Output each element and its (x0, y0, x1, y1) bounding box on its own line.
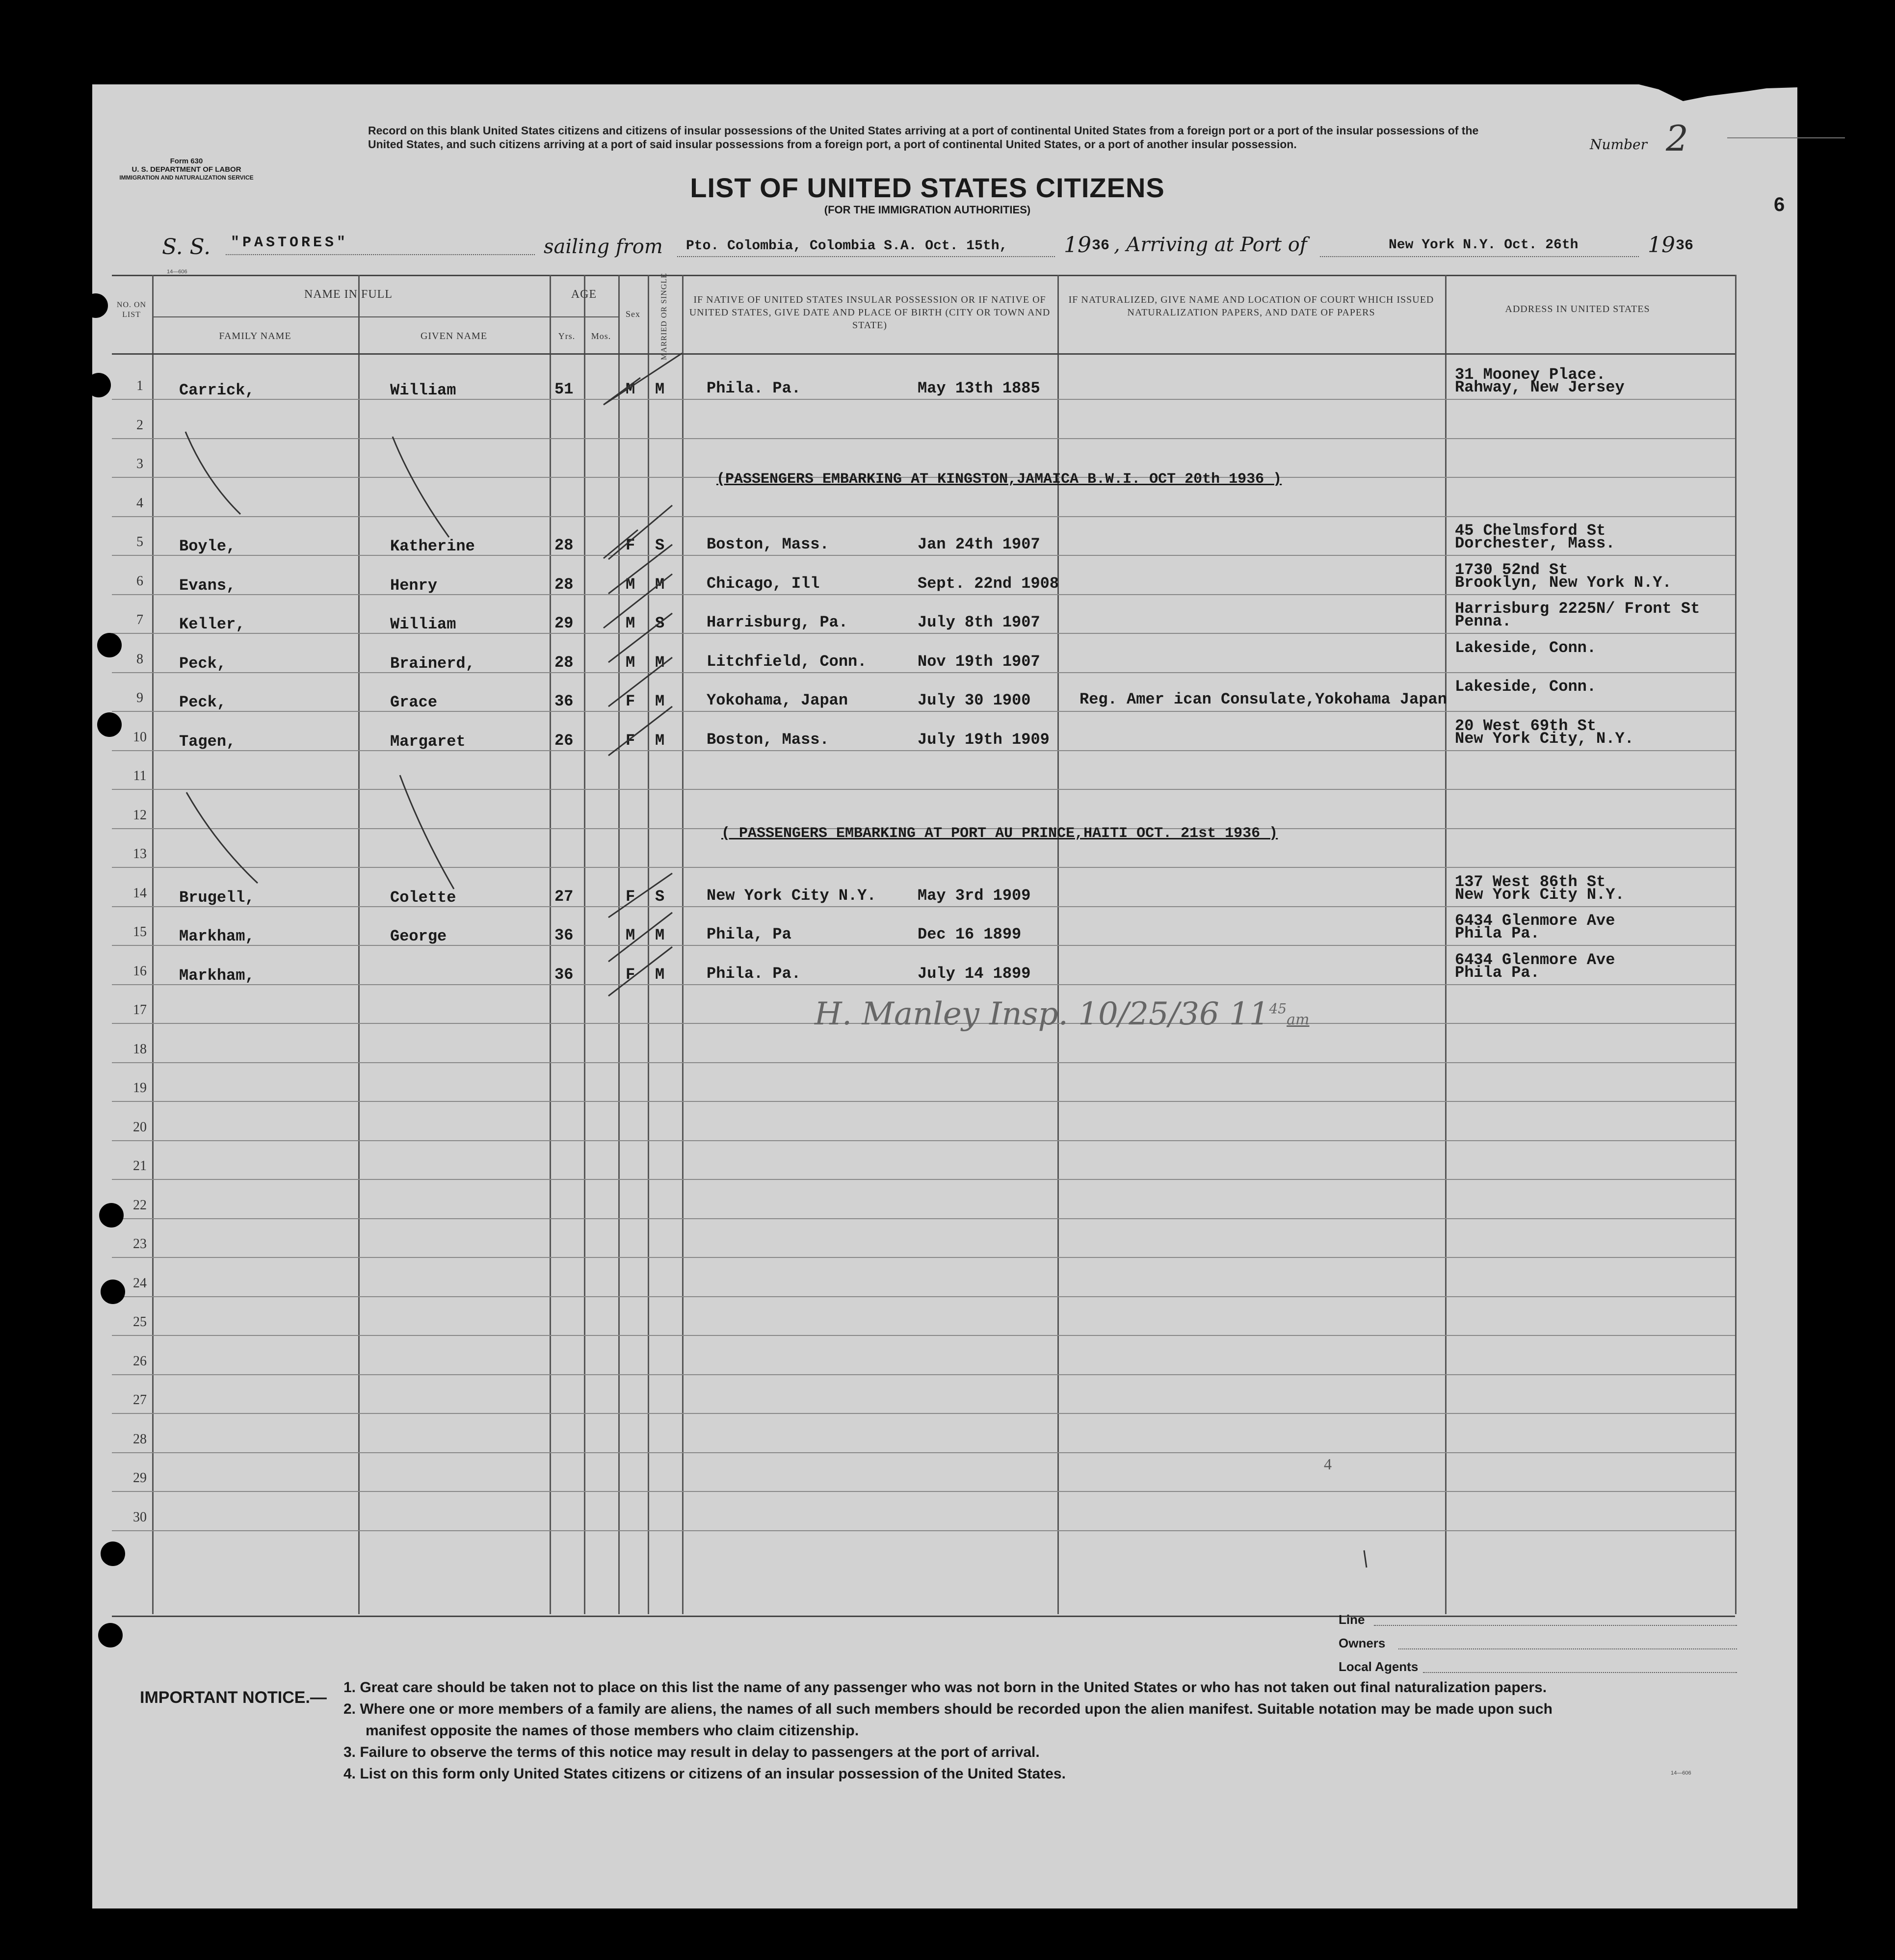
row-number: 3 (136, 456, 143, 471)
birth-date: July 14 1899 (918, 964, 1031, 983)
header-birth: IF NATIVE OF UNITED STATES INSULAR POSSESSION OR IF NATIVE OF UNITED STATES, GIVE DATE AND PLACE OF BIRTH (CITY OR TOWN AND STATE) (689, 294, 1051, 331)
age-years: 27 (554, 887, 574, 906)
age-years: 36 (554, 965, 574, 984)
punch-hole (83, 293, 108, 318)
sex: M (626, 614, 635, 632)
address-line-2: New York City, N.Y. (1455, 729, 1634, 748)
page-title: LIST OF UNITED STATES CITIZENS (690, 172, 1165, 203)
service-name: IMMIGRATION AND NATURALIZATION SERVICE (119, 174, 254, 181)
marital-status: M (655, 731, 665, 750)
punch-hole (101, 1542, 125, 1566)
row-number: 18 (133, 1041, 147, 1057)
section-kingston: (PASSENGERS EMBARKING AT KINGSTON,JAMAICA B.W.I. OCT 20th 1936 ) (716, 471, 1282, 488)
section-port-au-prince: ( PASSENGERS EMBARKING AT PORT AU PRINCE,HAITI OCT. 21st 1936 ) (721, 825, 1278, 842)
birth-place: Litchfield, Conn. (707, 652, 867, 671)
family-name: Markham, (179, 927, 255, 945)
row-number: 23 (133, 1236, 147, 1252)
family-name: Boyle, (179, 537, 236, 555)
birth-place: Harrisburg, Pa. (707, 613, 848, 631)
age-years: 26 (554, 731, 574, 750)
row-number: 6 (136, 573, 143, 589)
row-number: 14 (133, 885, 147, 901)
punch-hole (97, 633, 122, 657)
bottom-code: 14—606 (1671, 1770, 1691, 1776)
row-number: 16 (133, 963, 147, 979)
header-address: ADDRESS IN UNITED STATES (1505, 304, 1650, 314)
row-number: 10 (133, 729, 147, 745)
row-number: 28 (133, 1431, 147, 1447)
marital-status: S (655, 887, 665, 906)
notice-2b: manifest opposite the names of those members who claim citizenship. (366, 1723, 859, 1739)
form-instructions: Record on this blank United States citizens and citizens of insular possessions of the United States arriving at a port of continental United States from a foreign port or a port of the insular possessions of the United States, and such citizens arriving at a port of said insular possessions from a foreign port, a port of continental United States, or a port of another insular possession. (368, 124, 1479, 151)
address-line-2: Phila Pa. (1455, 963, 1540, 982)
header-married-single: MARRIED OR SINGLE (660, 273, 669, 360)
header-mos: Mos. (591, 331, 611, 341)
marital-status: S (655, 614, 665, 632)
family-name: Tagen, (179, 732, 236, 751)
birth-place: Phila. Pa. (707, 379, 801, 397)
header-sex: Sex (626, 309, 640, 319)
birth-date: Dec 16 1899 (918, 925, 1022, 943)
birth-date: Sept. 22nd 1908 (918, 574, 1059, 593)
sailing-from: Pto. Colombia, Colombia S.A. Oct. 15th, (686, 238, 1008, 254)
address-line-2: Phila Pa. (1455, 924, 1540, 942)
sex: M (626, 575, 635, 594)
ship-name: "PASTORES" (231, 235, 349, 251)
family-name: Peck, (179, 654, 227, 673)
header-given-name: GIVEN NAME (420, 331, 488, 341)
address-line-1: Lakeside, Conn. (1455, 638, 1597, 657)
notice-1: 1. Great care should be taken not to place on this list the name of any passenger who was not born in the United States or who has not taken out final naturalization papers. (343, 1679, 1547, 1696)
arriving-at: New York N.Y. Oct. 26th (1389, 237, 1579, 253)
marital-status: M (655, 575, 665, 594)
marital-status: M (655, 653, 665, 672)
address-line-1: 6434 Glenmore Ave (1455, 950, 1615, 969)
age-years: 28 (554, 653, 574, 672)
family-name: Peck, (179, 693, 227, 711)
address-line-2: Dorchester, Mass. (1455, 534, 1615, 552)
sailing-year-prefix: 19 (1064, 233, 1091, 258)
row-number: 27 (133, 1392, 147, 1408)
sex: M (626, 926, 635, 944)
row-number: 12 (133, 807, 147, 823)
notice-4: 4. List on this form only United States citizens or citizens of an insular possession of the United States. (343, 1766, 1066, 1782)
corner-mark: 6 (1774, 194, 1785, 215)
sex: M (626, 653, 635, 672)
row-number: 29 (133, 1470, 147, 1486)
family-name: Evans, (179, 576, 236, 595)
birth-date: Nov 19th 1907 (918, 652, 1040, 671)
naturalization: Reg. Amer ican Consulate,Yokohama Japan (1079, 690, 1447, 708)
family-name: Keller, (179, 615, 245, 633)
age-years: 36 (554, 692, 574, 710)
birth-place: Chicago, Ill (707, 574, 820, 593)
marital-status: M (655, 380, 665, 398)
age-years: 36 (554, 926, 574, 944)
given-name: Colette (390, 888, 456, 907)
punch-hole (97, 712, 122, 737)
header-no: NO. ON LIST (116, 301, 147, 319)
sex: M (626, 380, 635, 398)
owners-label: Owners (1339, 1636, 1386, 1650)
given-name: Brainerd, (390, 654, 475, 673)
address-line-2: Rahway, New Jersey (1455, 378, 1625, 396)
arriving-label: , Arriving at Port of (1114, 234, 1307, 256)
birth-place: New York City N.Y. (707, 886, 876, 905)
address-line-2: Penna. (1455, 612, 1512, 630)
row-number: 24 (133, 1275, 147, 1291)
number-value: 2 (1666, 118, 1688, 159)
birth-date: Jan 24th 1907 (918, 535, 1040, 553)
age-years: 28 (554, 536, 574, 554)
inspector-text: H. Manley Insp. 10/25/36 11 (815, 996, 1269, 1032)
row-number: 17 (133, 1002, 147, 1018)
marital-status: M (655, 965, 665, 984)
row-number: 9 (136, 690, 143, 706)
row-number: 2 (136, 417, 143, 433)
address-line-1: 31 Mooney Place. (1455, 366, 1606, 384)
row-number: 5 (136, 534, 143, 549)
row-number: 19 (133, 1080, 147, 1096)
header-naturalized: IF NATURALIZED, GIVE NAME AND LOCATION OF COURT WHICH ISSUED NATURALIZATION PAPERS, AND DATE OF PAPERS (1068, 294, 1434, 318)
arrival-year: 36 (1676, 237, 1694, 254)
birth-place: Phila, Pa (707, 925, 791, 943)
row-number: 15 (133, 924, 147, 940)
given-name: George (390, 927, 447, 945)
address-line-1: 20 West 69th St (1455, 716, 1597, 735)
header-family-name: FAMILY NAME (219, 331, 291, 341)
agents-label: Local Agents (1339, 1659, 1419, 1674)
birth-date: July 19th 1909 (918, 730, 1050, 749)
notice-title: IMPORTANT NOTICE.— (140, 1688, 327, 1707)
notice-3: 3. Failure to observe the terms of this notice may result in delay to passengers at the port of arrival. (343, 1744, 1040, 1760)
given-name: William (390, 381, 456, 399)
birth-date: May 13th 1885 (918, 379, 1040, 397)
family-name: Markham, (179, 966, 255, 985)
given-name: Grace (390, 693, 438, 711)
family-name: Brugell, (179, 888, 255, 907)
address-line-1: Lakeside, Conn. (1455, 678, 1597, 696)
header-yrs: Yrs. (558, 331, 576, 341)
line-label: Line (1339, 1612, 1365, 1627)
given-name: Katherine (390, 537, 475, 555)
birth-date: May 3rd 1909 (918, 886, 1031, 905)
inspector-time-sup: 45 (1269, 1000, 1287, 1017)
birth-date: July 8th 1907 (918, 613, 1040, 631)
arrival-year-prefix: 19 (1648, 233, 1675, 258)
birth-place: Boston, Mass. (707, 535, 829, 553)
page-subtitle: (FOR THE IMMIGRATION AUTHORITIES) (824, 204, 1031, 216)
marital-status: M (655, 692, 665, 710)
sex: F (626, 887, 635, 906)
row-number: 25 (133, 1314, 147, 1330)
row-number: 30 (133, 1509, 147, 1525)
birth-place: Phila. Pa. (707, 964, 801, 983)
birth-place: Yokohama, Japan (707, 691, 848, 709)
row-number: 4 (136, 495, 143, 511)
sex: F (626, 965, 635, 984)
department-name: U. S. DEPARTMENT OF LABOR (132, 165, 241, 174)
row-number: 26 (133, 1353, 147, 1369)
age-years: 29 (554, 614, 574, 632)
marital-status: S (655, 536, 665, 554)
given-name: Henry (390, 576, 438, 595)
sailing-year: 36 (1092, 237, 1110, 254)
address-line-1: Harrisburg 2225N/ Front St (1455, 600, 1700, 618)
address-line-2: Brooklyn, New York N.Y. (1455, 573, 1672, 592)
row-number: 13 (133, 846, 147, 862)
row-number: 7 (136, 612, 143, 627)
notice-2a: 2. Where one or more members of a family are aliens, the names of all such members should be recorded upon the alien manifest. Suitable notation may be made upon such (343, 1701, 1553, 1717)
sex: F (626, 692, 635, 710)
address-line-2: New York City N.Y. (1455, 885, 1625, 904)
printer-mark: 14—606 (167, 269, 187, 275)
number-label: Number (1590, 136, 1647, 153)
sailing-label: sailing from (544, 235, 663, 258)
age-years: 51 (554, 380, 574, 398)
page-mark: 4 (1324, 1455, 1332, 1473)
inspector-signature (815, 996, 1309, 1032)
inspector-time-sub: am (1287, 1011, 1310, 1028)
birth-place: Boston, Mass. (707, 730, 829, 749)
punch-hole (101, 1280, 125, 1304)
form-number: Form 630 (170, 157, 203, 165)
row-number: 21 (133, 1158, 147, 1174)
sex: F (626, 536, 635, 554)
address-line-1: 6434 Glenmore Ave (1455, 912, 1615, 930)
birth-date: July 30 1900 (918, 691, 1031, 709)
address-line-1: 1730 52nd St (1455, 560, 1568, 579)
sex: F (626, 731, 635, 750)
punch-hole (99, 1203, 124, 1228)
address-line-1: 45 Chelmsford St (1455, 522, 1606, 540)
age-years: 28 (554, 575, 574, 594)
header-age: AGE (571, 288, 597, 301)
row-number: 8 (136, 651, 143, 667)
header-name-in-full: NAME IN FULL (304, 288, 393, 301)
family-name: Carrick, (179, 381, 255, 399)
given-name: Margaret (390, 732, 466, 751)
row-number: 1 (136, 378, 143, 393)
given-name: William (390, 615, 456, 633)
row-number: 20 (133, 1119, 147, 1135)
address-line-1: 137 West 86th St (1455, 872, 1606, 891)
row-number: 22 (133, 1197, 147, 1213)
punch-hole (86, 373, 111, 397)
marital-status: M (655, 926, 665, 944)
row-number: 11 (133, 768, 147, 784)
ss-label: S. S. (162, 235, 211, 260)
punch-hole (98, 1623, 123, 1647)
